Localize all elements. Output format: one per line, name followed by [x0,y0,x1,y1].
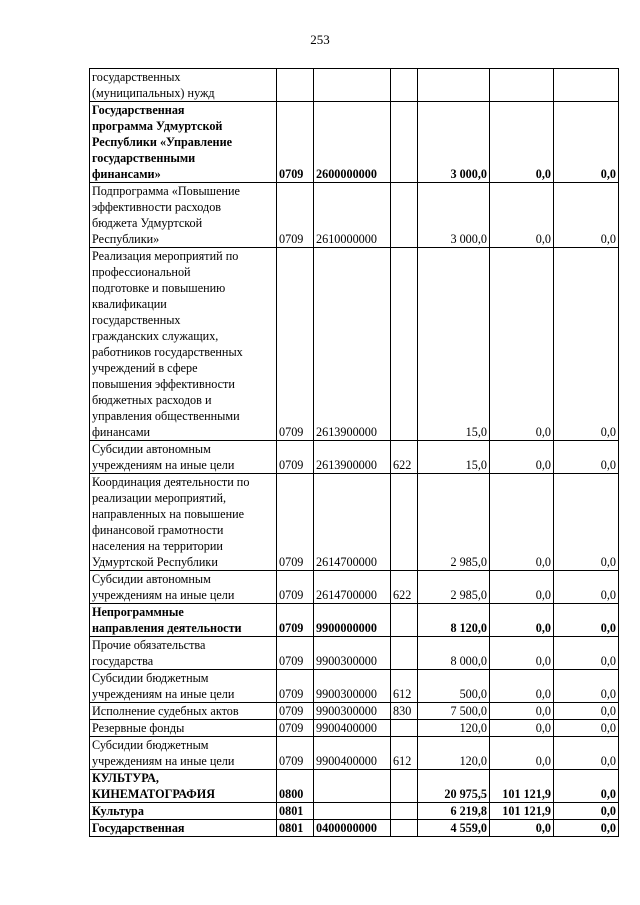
item-name-cell [90,770,277,803]
item-name-line: учреждениям на иные цели [92,687,235,701]
item-name-line: КУЛЬТУРА, [92,771,159,785]
section-code-cell: 0709 [277,670,314,703]
item-name-line: Субсидии автономным [92,442,211,456]
expense-type-cell [391,604,418,637]
item-name-line: финансовой грамотности [92,523,224,537]
item-name-cell [90,248,277,441]
expense-type-cell [391,803,418,820]
target-article-cell: 9900300000 [314,670,391,703]
item-name-line: Государственная [92,103,185,117]
expense-type-cell [391,820,418,837]
amount-1-cell: 8 000,0 [418,637,490,670]
table-row [90,770,619,803]
item-name-line: Субсидии бюджетным [92,671,209,685]
expense-type-cell [391,637,418,670]
amount-1-cell: 3 000,0 [418,183,490,248]
expense-type-cell: 622 [391,571,418,604]
target-article-cell: 9900300000 [314,637,391,670]
item-name-line: управления общественными [92,409,240,423]
amount-3-cell: 0,0 [554,604,619,637]
item-name-line: работников государственных [92,345,243,359]
item-name-cell [90,720,277,737]
expense-type-cell [391,102,418,183]
item-name-line: программа Удмуртской [92,119,223,133]
table-row [90,183,619,248]
amount-3-cell: 0,0 [554,737,619,770]
section-code-cell: 0709 [277,637,314,670]
item-name-line: учреждениям на иные цели [92,588,235,602]
amount-1-cell: 8 120,0 [418,604,490,637]
item-name-cell [90,737,277,770]
section-code-cell: 0800 [277,770,314,803]
amount-3-cell: 0,0 [554,820,619,837]
amount-3-cell: 0,0 [554,248,619,441]
item-name-line: Непрограммные [92,605,184,619]
section-code-cell: 0709 [277,248,314,441]
item-name-line: государственных [92,70,181,84]
item-name-line: Удмуртской Республики [92,555,218,569]
item-name-line: эффективности расходов [92,200,222,214]
expense-type-cell: 830 [391,703,418,720]
item-name-cell [90,69,277,102]
item-name-line: реализации мероприятий, [92,491,227,505]
table-row [90,69,619,102]
amount-2-cell: 101 121,9 [490,803,554,820]
item-name-cell [90,803,277,820]
target-article-cell [314,770,391,803]
item-name-cell [90,604,277,637]
amount-3-cell: 0,0 [554,803,619,820]
target-article-cell: 2614700000 [314,571,391,604]
section-code-cell: 0709 [277,102,314,183]
table-row [90,820,619,837]
amount-1-cell: 3 000,0 [418,102,490,183]
item-name-line: Прочие обязательства [92,638,206,652]
amount-2-cell: 0,0 [490,737,554,770]
amount-2-cell: 0,0 [490,720,554,737]
section-code-cell: 0709 [277,720,314,737]
item-name-line: профессиональной [92,265,191,279]
amount-3-cell: 0,0 [554,703,619,720]
section-code-cell: 0709 [277,703,314,720]
expense-type-cell [391,69,418,102]
target-article-cell: 9900300000 [314,703,391,720]
item-name-line: финансами» [92,167,161,181]
amount-2-cell [490,69,554,102]
item-name-line: гражданских служащих, [92,329,219,343]
item-name-line: учреждений в сфере [92,361,198,375]
expense-type-cell [391,474,418,571]
amount-2-cell: 0,0 [490,474,554,571]
target-article-cell: 2610000000 [314,183,391,248]
page-number: 253 [310,32,330,47]
item-name-line: повышения эффективности [92,377,235,391]
table-row [90,604,619,637]
amount-2-cell: 0,0 [490,183,554,248]
amount-1-cell: 120,0 [418,720,490,737]
item-name-cell [90,703,277,720]
item-name-line: Государственная [92,821,185,835]
amount-2-cell: 0,0 [490,670,554,703]
table-row [90,703,619,720]
amount-3-cell: 0,0 [554,474,619,571]
expense-type-cell: 612 [391,737,418,770]
amount-3-cell: 0,0 [554,720,619,737]
section-code-cell [277,69,314,102]
table-row [90,571,619,604]
item-name-cell [90,571,277,604]
amount-1-cell: 15,0 [418,441,490,474]
amount-1-cell: 7 500,0 [418,703,490,720]
amount-2-cell: 0,0 [490,703,554,720]
target-article-cell [314,69,391,102]
amount-1-cell: 4 559,0 [418,820,490,837]
amount-3-cell: 0,0 [554,670,619,703]
amount-2-cell: 0,0 [490,820,554,837]
item-name-line: финансами [92,425,151,439]
item-name-line: Реализация мероприятий по [92,249,239,263]
item-name-cell [90,441,277,474]
expense-type-cell [391,770,418,803]
item-name-cell [90,637,277,670]
item-name-line: Субсидии автономным [92,572,211,586]
amount-3-cell: 0,0 [554,102,619,183]
amount-1-cell: 2 985,0 [418,571,490,604]
amount-1-cell: 6 219,8 [418,803,490,820]
item-name-line: учреждениям на иные цели [92,458,235,472]
amount-1-cell: 15,0 [418,248,490,441]
expense-type-cell [391,720,418,737]
section-code-cell: 0709 [277,183,314,248]
item-name-cell [90,820,277,837]
table-row [90,441,619,474]
table-row [90,720,619,737]
item-name-line: Координация деятельности по [92,475,250,489]
item-name-line: подготовке и повышению [92,281,226,295]
item-name-line: Республики» [92,232,160,246]
amount-2-cell: 0,0 [490,248,554,441]
item-name-line: Исполнение судебных актов [92,704,239,718]
target-article-cell: 2614700000 [314,474,391,571]
section-code-cell: 0709 [277,737,314,770]
target-article-cell: 0400000000 [314,820,391,837]
amount-2-cell: 0,0 [490,441,554,474]
item-name-line: бюджетных расходов и [92,393,212,407]
amount-3-cell: 0,0 [554,571,619,604]
amount-2-cell: 101 121,9 [490,770,554,803]
amount-1-cell: 2 985,0 [418,474,490,571]
expense-type-cell [391,248,418,441]
section-code-cell: 0709 [277,474,314,571]
amount-3-cell: 0,0 [554,183,619,248]
section-code-cell: 0709 [277,441,314,474]
expense-type-cell: 612 [391,670,418,703]
item-name-line: учреждениям на иные цели [92,754,235,768]
amount-3-cell: 0,0 [554,637,619,670]
section-code-cell: 0709 [277,604,314,637]
target-article-cell: 2613900000 [314,248,391,441]
item-name-line: государства [92,654,154,668]
amount-1-cell: 500,0 [418,670,490,703]
target-article-cell: 9900400000 [314,737,391,770]
item-name-line: направления деятельности [92,621,242,635]
expense-type-cell: 622 [391,441,418,474]
item-name-line: квалификации [92,297,167,311]
amount-3-cell [554,69,619,102]
target-article-cell: 2600000000 [314,102,391,183]
amount-1-cell: 20 975,5 [418,770,490,803]
item-name-cell [90,670,277,703]
section-code-cell: 0801 [277,803,314,820]
amount-2-cell: 0,0 [490,637,554,670]
item-name-line: бюджета Удмуртской [92,216,203,230]
target-article-cell: 2613900000 [314,441,391,474]
amount-2-cell: 0,0 [490,102,554,183]
item-name-line: государственными [92,151,196,165]
section-code-cell: 0709 [277,571,314,604]
item-name-line: Культура [92,804,144,818]
table-row [90,637,619,670]
section-code-cell: 0801 [277,820,314,837]
amount-2-cell: 0,0 [490,604,554,637]
target-article-cell: 9900400000 [314,720,391,737]
budget-table [89,68,619,837]
amount-1-cell: 120,0 [418,737,490,770]
table-body [90,69,619,837]
item-name-line: КИНЕМАТОГРАФИЯ [92,787,216,801]
amount-2-cell: 0,0 [490,571,554,604]
item-name-line: (муниципальных) нужд [92,86,215,100]
table-row [90,102,619,183]
expense-type-cell [391,183,418,248]
amount-1-cell [418,69,490,102]
target-article-cell: 9900000000 [314,604,391,637]
item-name-cell [90,183,277,248]
item-name-line: Субсидии бюджетным [92,738,209,752]
table-row [90,248,619,441]
item-name-line: направленных на повышение [92,507,245,521]
item-name-line: государственных [92,313,181,327]
amount-3-cell: 0,0 [554,770,619,803]
target-article-cell [314,803,391,820]
table-row [90,670,619,703]
item-name-line: Подпрограмма «Повышение [92,184,240,198]
item-name-cell [90,102,277,183]
item-name-cell [90,474,277,571]
table-row [90,737,619,770]
table-row [90,803,619,820]
item-name-line: Республики «Управление [92,135,232,149]
item-name-line: населения на территории [92,539,223,553]
item-name-line: Резервные фонды [92,721,185,735]
table-row [90,474,619,571]
amount-3-cell: 0,0 [554,441,619,474]
